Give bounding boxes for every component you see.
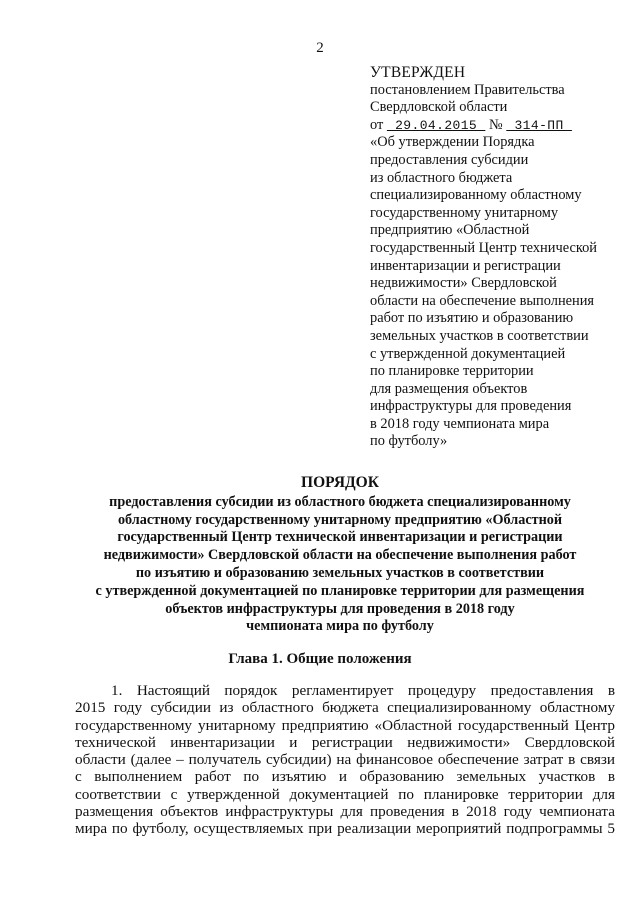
body-line: мира по футболу, осуществляемых при реализации мероприятий подпрограммы 5 <box>75 820 615 838</box>
approval-line: инфраструктуры для проведения <box>370 398 572 415</box>
title-line: объектов инфраструктуры для проведения в 2018 году <box>165 600 515 617</box>
approval-line: Свердловской области <box>370 99 508 116</box>
approval-line: «Об утверждении Порядка <box>370 134 535 151</box>
document-title <box>40 474 640 636</box>
body-paragraph <box>75 682 615 838</box>
approval-line: из областного бюджета <box>370 169 513 186</box>
body-line: с выполнением работ по изъятию и образованию земельных участков в <box>75 768 615 786</box>
body-line: технической инвентаризации и регистрации недвижимости» Свердловской <box>75 733 615 751</box>
title-line: предоставления субсидии из областного бюджета специализированному <box>109 493 571 510</box>
approval-line: инвентаризации и регистрации <box>370 257 561 274</box>
title-line: областному государственному унитарному предприятию «Областной <box>117 511 563 528</box>
title-line: чемпионата мира по футболу <box>246 618 434 635</box>
body-line: 2015 году субсидии из областного бюджета специализированному областному <box>75 699 615 717</box>
approval-line: в 2018 году чемпионата мира <box>370 415 550 432</box>
approval-line: недвижимости» Свердловской <box>370 275 557 292</box>
title-line: по изъятию и образованию земельных участков в соответствии <box>135 564 545 581</box>
approval-date: 29.04.2015 <box>386 117 486 133</box>
title-line: государственный Центр технической инвентаризации и регистрации <box>117 529 563 546</box>
approval-line: специализированному областному <box>370 187 582 204</box>
approval-line: для размещения объектов <box>370 380 528 397</box>
approval-stamp <box>370 64 632 451</box>
approval-line: предоставления субсидии <box>370 151 529 168</box>
body-line: государственному унитарному предприятию «Областной государственный Центр <box>75 716 615 734</box>
approval-line: работ по изъятию и образованию <box>370 310 574 327</box>
title-line: недвижимости» Свердловской области на обеспечение выполнения работ <box>103 547 577 564</box>
date-prefix: от <box>370 116 384 133</box>
title-line: с утвержденной документацией по планировке территории для размещения <box>95 582 585 599</box>
approval-line: государственному унитарному <box>370 204 559 221</box>
page-number: 2 <box>316 40 324 56</box>
approval-line: государственный Центр технической <box>370 239 597 256</box>
approval-line: по планировке территории <box>370 363 534 380</box>
approval-line: земельных участков в соответствии <box>370 327 589 344</box>
approval-number: 314-ПП <box>506 117 572 133</box>
number-prefix: № <box>488 116 503 133</box>
approval-line: области на обеспечение выполнения <box>370 292 595 309</box>
approval-line: предприятию «Областной <box>370 222 530 239</box>
title-main: ПОРЯДОК <box>301 474 379 491</box>
chapter-heading: Глава 1. Общие положения <box>228 651 412 667</box>
approval-date-line <box>370 117 632 135</box>
body-line: 1. Настоящий порядок регламентирует процедуру предоставления в <box>111 682 615 699</box>
approval-line: постановлением Правительства <box>370 81 565 98</box>
approval-line: по футболу» <box>370 433 448 450</box>
body-line: соответствии с утвержденной документацией по планировке территории для <box>75 785 615 803</box>
approval-heading: УТВЕРЖДЕН <box>370 64 466 81</box>
body-line: размещения объектов инфраструктуры для проведения в 2018 году чемпионата <box>75 803 615 821</box>
approval-line: с утвержденной документацией <box>370 345 566 362</box>
body-line: области (далее – получатель субсидии) на финансовое обеспечение затрат в связи <box>75 751 615 769</box>
